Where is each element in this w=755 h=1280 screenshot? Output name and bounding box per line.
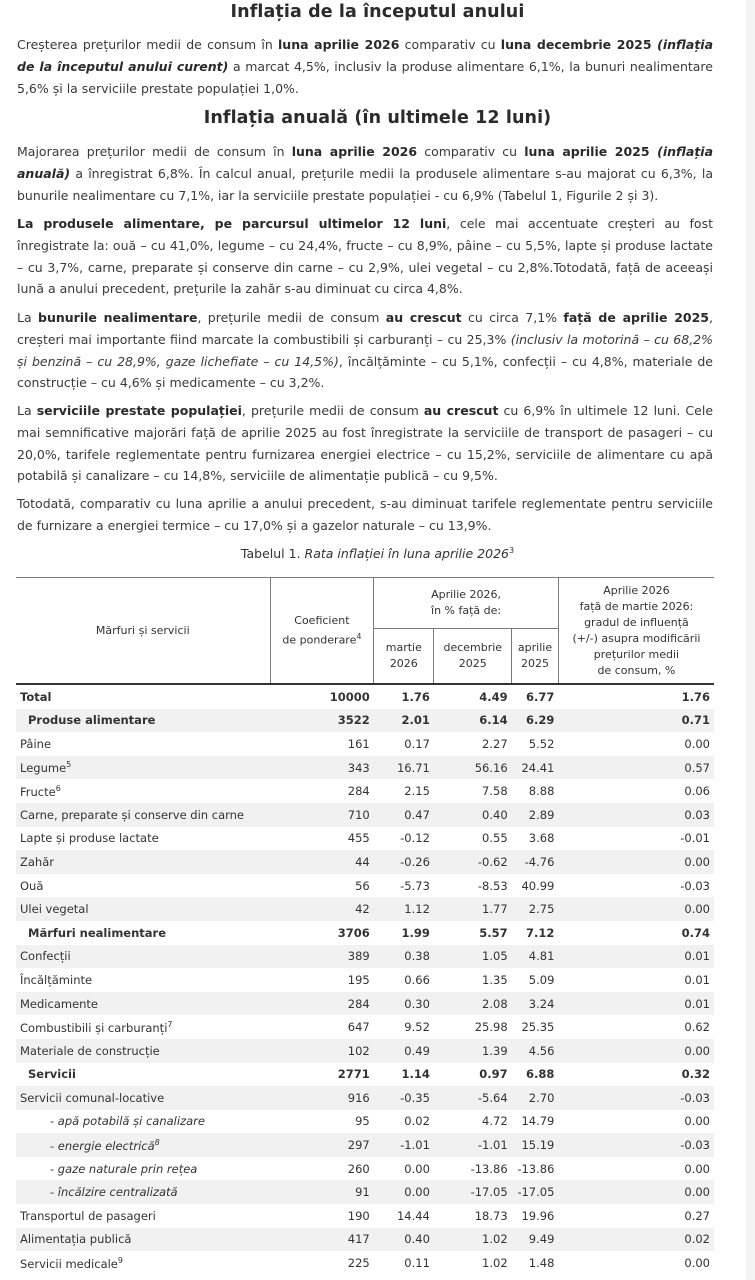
cell-vs-march: 2.15 — [404, 784, 430, 799]
row-label — [16, 732, 270, 756]
header-text: față de martie 2026: — [579, 599, 694, 613]
header-april-2025 — [512, 629, 559, 685]
cell-weight: 10000 — [270, 684, 374, 709]
cell-vs-april: 4.81 — [512, 945, 559, 969]
row-label — [16, 1110, 270, 1134]
row-footnote: 9 — [117, 1255, 123, 1265]
cell-vs-april: -13.86 — [517, 1161, 555, 1176]
row-label — [16, 1063, 270, 1087]
cell-vs-march: 0.66 — [404, 972, 430, 987]
cell-vs-december: -8.53 — [477, 878, 508, 893]
cell-influence: 0.00 — [684, 1161, 710, 1176]
row-label — [16, 709, 270, 733]
text-bold-italic: (inflația anuală) — [17, 144, 714, 181]
row-label-text: Încălțăminte — [20, 972, 93, 987]
cell-vs-march: 0.47 — [374, 803, 434, 827]
cell-vs-april: 2.70 — [512, 1086, 559, 1110]
header-footnote: 4 — [356, 631, 362, 641]
table-row — [16, 992, 714, 1016]
cell-vs-march: -0.35 — [374, 1086, 434, 1110]
cell-influence: 0.27 — [684, 1208, 710, 1223]
cell-weight: 225 — [347, 1256, 370, 1271]
cell-influence: -0.03 — [558, 1086, 714, 1110]
cell-vs-march: -1.01 — [374, 1133, 434, 1157]
cell-vs-december: 5.57 — [479, 925, 508, 940]
row-label — [16, 779, 270, 803]
cell-influence: 0.01 — [558, 992, 714, 1016]
header-text: Coeficient — [294, 613, 350, 627]
cell-influence: 0.32 — [681, 1067, 710, 1082]
header-text: Aprilie 2026 — [603, 583, 670, 597]
cell-vs-april: 15.19 — [512, 1133, 559, 1157]
header-april-group — [374, 578, 559, 629]
table-row — [16, 1228, 714, 1252]
row-label-text: - gaze naturale prin rețea — [50, 1161, 198, 1176]
cell-vs-december: 7.58 — [482, 784, 508, 799]
cell-vs-march: 0.00 — [404, 1161, 430, 1176]
paragraph-annual-inflation — [17, 141, 713, 206]
text-bold: luna decembrie 2025 — [500, 37, 652, 52]
text-bold: luna aprilie 2026 — [291, 144, 418, 159]
row-label — [16, 1086, 270, 1110]
row-label — [16, 827, 270, 851]
table-row — [16, 1157, 714, 1181]
row-label — [16, 1251, 270, 1275]
cell-vs-march: -5.73 — [400, 878, 430, 893]
table-row — [16, 850, 714, 874]
cell-vs-april: 4.56 — [512, 1039, 559, 1063]
cell-vs-december: 0.97 — [479, 1067, 508, 1082]
row-label-text: Carne, preparate și conserve din carne — [20, 807, 245, 822]
text: , prețurile medii de consum — [241, 403, 424, 418]
row-label-text: Produse alimentare — [28, 713, 156, 728]
cell-vs-april: 7.12 — [526, 925, 555, 940]
row-label — [16, 850, 270, 874]
header-text: 2026 — [389, 657, 418, 670]
cell-weight: 3706 — [337, 925, 370, 940]
cell-vs-april: 3.68 — [528, 831, 555, 846]
paragraph-food-products — [17, 213, 713, 300]
row-footnote: 8 — [154, 1137, 160, 1147]
text: , prețurile medii de consum — [197, 310, 386, 325]
cell-vs-march: 9.52 — [404, 1020, 430, 1035]
header-text: de ponderare — [282, 633, 357, 647]
caption-prefix: Tabelul 1. — [240, 546, 305, 562]
text: La — [17, 403, 37, 418]
table-row — [16, 1039, 714, 1063]
paragraph-ytd-inflation — [17, 34, 713, 99]
table-row — [16, 732, 714, 756]
cell-influence: 0.00 — [558, 850, 714, 874]
heading-annual-inflation: Inflația anuală (în ultimele 12 luni) — [203, 108, 552, 128]
cell-weight: 102 — [270, 1039, 374, 1063]
cell-vs-march: 0.49 — [374, 1039, 434, 1063]
cell-vs-december: 1.35 — [482, 972, 508, 987]
cell-influence: 0.71 — [558, 709, 714, 733]
table-row — [16, 1133, 714, 1157]
header-goods-services — [16, 578, 270, 685]
cell-vs-march: 0.17 — [404, 736, 430, 751]
paragraph-decreases — [17, 493, 713, 537]
text-bold: luna aprilie 2025 — [524, 144, 650, 159]
cell-vs-april: 6.29 — [512, 709, 559, 733]
table-row — [16, 1251, 714, 1275]
cell-influence: 0.00 — [558, 1180, 714, 1204]
cell-vs-april: 24.41 — [512, 756, 559, 780]
text-bold: au crescut — [423, 403, 499, 418]
text-italic: (inclusiv la motorină – cu 68,2% și benzină – cu 28,9%, gaze lichefiate – cu 14,5%) — [17, 331, 713, 369]
cell-vs-march: 16.71 — [374, 756, 434, 780]
cell-vs-april: 1.48 — [528, 1256, 555, 1271]
cell-vs-december: -0.62 — [434, 850, 512, 874]
table-row — [16, 1204, 714, 1228]
cell-influence: 0.74 — [681, 925, 710, 940]
header-weight — [270, 578, 374, 685]
text: , creșteri mai importante fiind marcate la combustibili și carburanți – cu 25,3% — [17, 310, 713, 347]
header-text: aprilie — [517, 641, 553, 654]
cell-weight: 710 — [270, 803, 374, 827]
text-bold: față de aprilie 2025 — [563, 310, 710, 325]
cell-weight: 389 — [270, 945, 374, 969]
text-bold: serviciile prestate populației — [36, 403, 242, 418]
cell-vs-december: -13.86 — [470, 1161, 508, 1176]
cell-vs-december: 6.14 — [434, 709, 512, 733]
cell-vs-march: -0.12 — [400, 831, 430, 846]
heading-ytd-inflation: Inflația de la începutul anului — [230, 2, 525, 22]
table-row — [16, 897, 714, 921]
cell-vs-march: 0.00 — [374, 1180, 434, 1204]
cell-vs-december: 1.02 — [434, 1228, 512, 1252]
cell-vs-march: 1.14 — [401, 1067, 430, 1082]
text: a înregistrat 6,8%. În calcul anual, prețurile medii la produsele alimentare s-au majorat cu 6,3%, la bunurile nealimentare cu 7,1%, iar la serviciile prestate populației - cu 6,9% (Tabelul 1, Figurile 2 și 3). — [17, 165, 713, 203]
header-december-2025 — [434, 629, 512, 685]
cell-influence: 0.00 — [558, 897, 714, 921]
row-label — [16, 968, 270, 992]
table-row — [16, 756, 714, 780]
table-caption — [0, 546, 755, 561]
row-label-text: - energie electrică — [50, 1138, 155, 1153]
row-label-text: Servicii comunal-locative — [20, 1090, 165, 1105]
cell-weight: 647 — [347, 1020, 370, 1035]
cell-vs-december: 0.55 — [482, 831, 508, 846]
cell-weight: 190 — [347, 1208, 370, 1223]
cell-vs-december: 1.39 — [434, 1039, 512, 1063]
cell-vs-march: -0.26 — [374, 850, 434, 874]
cell-vs-december: 25.98 — [474, 1020, 508, 1035]
cell-vs-december: 2.27 — [482, 736, 508, 751]
caption-footnote: 3 — [508, 546, 515, 555]
text: Creșterea prețurilor medii de consum în — [17, 37, 279, 52]
cell-vs-march: 1.12 — [374, 897, 434, 921]
cell-weight: 343 — [270, 756, 374, 780]
cell-vs-march: 1.99 — [401, 925, 430, 940]
cell-weight: 284 — [347, 784, 370, 799]
cell-vs-april: 6.77 — [512, 684, 559, 709]
cell-influence: 0.00 — [558, 1039, 714, 1063]
row-label-text: Pâine — [20, 736, 52, 751]
text-bold: au crescut — [385, 310, 462, 325]
row-label-text: Combustibili și carburanți — [20, 1020, 168, 1035]
row-label-text: Medicamente — [20, 996, 99, 1011]
cell-vs-december: 1.02 — [482, 1256, 508, 1271]
row-footnote: 6 — [55, 783, 61, 793]
table-row — [16, 1110, 714, 1134]
table-row — [16, 1063, 714, 1087]
cell-vs-december: 18.73 — [474, 1208, 508, 1223]
text-bold: La produsele alimentare, pe parcursul ultimelor 12 luni — [17, 216, 447, 231]
row-label-text: Servicii medicale — [20, 1256, 118, 1271]
text: , cele mai accentuate creșteri au fost înregistrate la: ouă – cu 41,0%, legume – cu 24,4%, fructe – cu 8,9%, pâine – cu 5,5%, lapte și produse lactate – cu 3,7%, carne, preparate și conserve din carne – cu 2,9%, ulei vegetal – cu 2,8%.Totodată, față de aceeași lună a anului precedent, prețurile la zahăr s-au diminuat cu circa 4,8%. — [17, 216, 713, 297]
text-bold-italic: (inflația de la începutul anului curent) — [17, 37, 714, 74]
cell-weight: 2771 — [337, 1067, 370, 1082]
row-label — [16, 945, 270, 969]
inflation-table — [16, 577, 714, 1275]
cell-vs-april: 8.88 — [528, 784, 555, 799]
row-label — [16, 1015, 270, 1039]
header-influence — [558, 578, 714, 685]
cell-weight: 297 — [270, 1133, 374, 1157]
table-row — [16, 874, 714, 898]
cell-vs-april: 3.24 — [512, 992, 559, 1016]
cell-vs-april: -4.76 — [512, 850, 559, 874]
cell-weight: 56 — [355, 878, 370, 893]
header-text: decembrie — [443, 641, 503, 654]
cell-vs-april: 40.99 — [521, 878, 555, 893]
cell-influence: -0.03 — [558, 1133, 714, 1157]
header-text: în % față de: — [431, 604, 502, 617]
table-row — [16, 684, 714, 709]
cell-influence: 0.02 — [558, 1228, 714, 1252]
table-row — [16, 921, 714, 945]
cell-vs-march: 0.11 — [404, 1256, 430, 1271]
header-text: 2025 — [521, 657, 550, 670]
row-label — [16, 684, 270, 709]
cell-weight: 916 — [270, 1086, 374, 1110]
text-bold: bunurile nealimentare — [38, 310, 198, 325]
text: cu circa 7,1% — [461, 310, 564, 325]
cell-vs-april: 5.52 — [528, 736, 555, 751]
row-label-text: Total — [20, 689, 52, 704]
cell-weight: 260 — [347, 1161, 370, 1176]
header-march-2026 — [374, 629, 434, 685]
header-text: 2025 — [458, 657, 487, 670]
cell-vs-december: -17.05 — [434, 1180, 512, 1204]
cell-vs-april: 14.79 — [521, 1114, 555, 1129]
cell-weight: 161 — [347, 736, 370, 751]
cell-vs-december: 4.49 — [434, 684, 512, 709]
cell-weight: 284 — [270, 992, 374, 1016]
row-label — [16, 1228, 270, 1252]
cell-weight: 42 — [270, 897, 374, 921]
scrollbar[interactable] — [746, 0, 755, 1280]
cell-vs-december: 1.77 — [434, 897, 512, 921]
cell-vs-december: 56.16 — [434, 756, 512, 780]
cell-vs-april: 19.96 — [521, 1208, 555, 1223]
cell-influence: -0.01 — [680, 831, 710, 846]
row-footnote: 7 — [167, 1019, 173, 1029]
row-label-text: Zahăr — [20, 854, 54, 869]
table-row — [16, 1086, 714, 1110]
table-body — [16, 684, 714, 1275]
row-label — [16, 921, 270, 945]
cell-vs-december: 1.05 — [434, 945, 512, 969]
row-label-text: Transportul de pasageri — [20, 1208, 156, 1223]
row-label — [16, 756, 270, 780]
row-label — [16, 1039, 270, 1063]
header-text: de consum, % — [597, 663, 676, 677]
table-row — [16, 968, 714, 992]
cell-weight: 417 — [270, 1228, 374, 1252]
caption-title: Rata inflației în luna aprilie 2026 — [304, 546, 509, 562]
header-text: (+/-) asupra modificării — [572, 631, 701, 645]
row-label-text: - apă potabilă și canalizare — [50, 1114, 205, 1129]
row-label-text: Materiale de construcție — [20, 1043, 160, 1058]
cell-influence: 0.00 — [684, 736, 710, 751]
row-label-text: Legume — [20, 760, 67, 775]
row-label — [16, 874, 270, 898]
cell-weight: 195 — [347, 972, 370, 987]
text: , încălțăminte – cu 5,1%, confecții – cu 4,8%, materiale de construcție – cu 4,6% și medicamente – cu 3,2%. — [17, 353, 713, 391]
row-label — [16, 897, 270, 921]
row-label — [16, 992, 270, 1016]
table-row — [16, 945, 714, 969]
cell-vs-april: -17.05 — [512, 1180, 559, 1204]
row-label-text: - încălzire centralizată — [50, 1185, 178, 1200]
table-row — [16, 1015, 714, 1039]
cell-weight: 44 — [270, 850, 374, 874]
row-label-text: Confecții — [20, 949, 71, 964]
table-row — [16, 803, 714, 827]
cell-influence: 0.00 — [684, 1114, 710, 1129]
text: comparativ cu — [417, 144, 525, 159]
cell-influence: 0.62 — [684, 1020, 710, 1035]
cell-weight: 91 — [270, 1180, 374, 1204]
cell-vs-december: -1.01 — [434, 1133, 512, 1157]
cell-vs-april: 6.88 — [526, 1067, 555, 1082]
cell-influence: -0.03 — [680, 878, 710, 893]
paragraph-services — [17, 400, 713, 487]
table-row — [16, 779, 714, 803]
cell-vs-march: 0.02 — [404, 1114, 430, 1129]
cell-influence: 0.06 — [684, 784, 710, 799]
cell-vs-april: 2.89 — [512, 803, 559, 827]
text: La — [17, 310, 38, 325]
header-text: gradul de influență — [584, 615, 689, 629]
header-text: Mărfuri și servicii — [95, 623, 190, 637]
cell-weight: 95 — [355, 1114, 370, 1129]
row-label-text: Alimentația publică — [20, 1232, 132, 1247]
cell-vs-april: 2.75 — [512, 897, 559, 921]
cell-vs-march: 0.38 — [374, 945, 434, 969]
text: comparativ cu — [399, 37, 501, 52]
row-label-text: Servicii — [28, 1067, 76, 1082]
cell-vs-december: 0.40 — [434, 803, 512, 827]
cell-vs-march: 0.40 — [374, 1228, 434, 1252]
cell-vs-april: 25.35 — [521, 1020, 555, 1035]
cell-influence: 0.01 — [684, 972, 710, 987]
cell-influence: 0.57 — [558, 756, 714, 780]
cell-vs-march: 1.76 — [374, 684, 434, 709]
cell-vs-march: 0.30 — [374, 992, 434, 1016]
paragraph-non-food — [17, 307, 713, 394]
row-label-text: Ouă — [20, 878, 44, 893]
table-row — [16, 709, 714, 733]
cell-vs-december: 4.72 — [482, 1114, 508, 1129]
cell-influence: 0.00 — [684, 1256, 710, 1271]
row-label — [16, 1133, 270, 1157]
row-footnote: 5 — [66, 760, 72, 770]
table-row — [16, 1180, 714, 1204]
row-label-text: Ulei vegetal — [20, 902, 89, 917]
cell-vs-april: 9.49 — [512, 1228, 559, 1252]
cell-vs-march: 14.44 — [396, 1208, 430, 1223]
row-label — [16, 1157, 270, 1181]
cell-vs-december: -5.64 — [434, 1086, 512, 1110]
text: a marcat 4,5%, inclusiv la produse alimentare 6,1%, la bunuri nealimentare 5,6% și la serviciile prestate populației 1,0%. — [17, 58, 713, 96]
text-bold: luna aprilie 2026 — [278, 37, 400, 52]
cell-influence: 1.76 — [558, 684, 714, 709]
row-label — [16, 1204, 270, 1228]
header-text: Aprilie 2026, — [431, 588, 502, 601]
row-label-text: Fructe — [20, 784, 56, 799]
row-label — [16, 1180, 270, 1204]
cell-influence: 0.03 — [558, 803, 714, 827]
cell-vs-march: 2.01 — [374, 709, 434, 733]
header-text: martie — [385, 641, 422, 654]
row-label-text: Lapte și produse lactate — [20, 831, 159, 846]
row-label-text: Mărfuri nealimentare — [28, 925, 167, 940]
cell-weight: 455 — [347, 831, 370, 846]
text: Majorarea prețurilor medii de consum în — [17, 144, 292, 159]
text: Totodată, comparativ cu luna aprilie a anului precedent, s-au diminuat tarifele reglementate pentru serviciile de furnizare a energiei termice – cu 17,0% și a gazelor naturale – cu 13,9%. — [17, 496, 713, 533]
cell-influence: 0.01 — [558, 945, 714, 969]
row-label — [16, 803, 270, 827]
header-text: prețurilor medii — [593, 647, 680, 661]
cell-weight: 3522 — [270, 709, 374, 733]
cell-vs-april: 5.09 — [528, 972, 555, 987]
text: cu 6,9% în ultimele 12 luni. Cele mai semnificative majorări față de aprilie 2025 au fost înregistrate la serviciile de transport de pasageri – cu 20,0%, tarifele reglementate pentru furnizarea energiei electrice – cu 15,2%, serviciile de alimentare cu apă potabilă și canalizare – cu 14,8%, serviciile de alimentație publică – cu 9,5%. — [17, 403, 714, 484]
table-row — [16, 827, 714, 851]
cell-vs-december: 2.08 — [434, 992, 512, 1016]
